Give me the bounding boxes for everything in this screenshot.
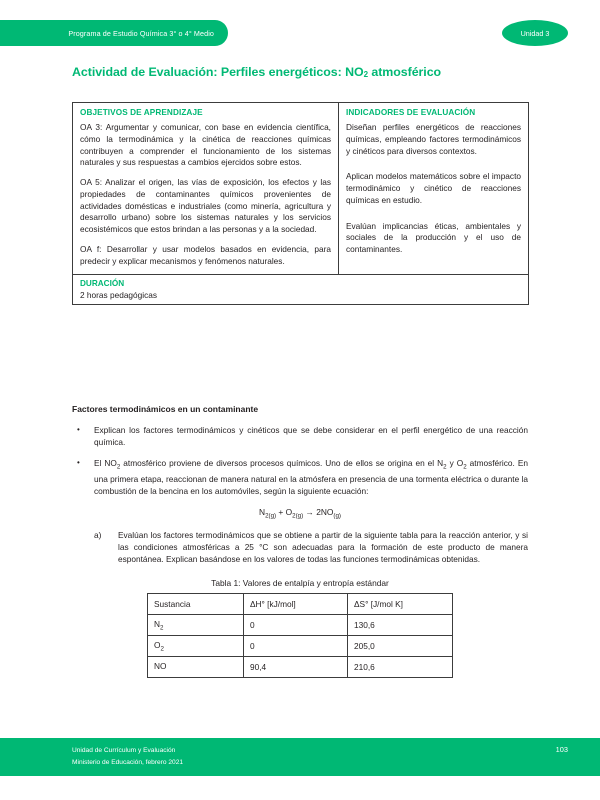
bullet-marker-icon: • bbox=[77, 458, 80, 468]
bullet2-sub2: 2 bbox=[443, 463, 447, 471]
duracion-header: DURACIÓN bbox=[80, 278, 125, 288]
bullet2-sub1: 2 bbox=[116, 463, 121, 471]
content-section bbox=[72, 404, 528, 678]
cell-enthalpy: 90,4 bbox=[244, 657, 348, 678]
indicador-item-1: Diseñan perfiles energéticos de reacciones químicas, empleando factores termodinámicos y cinéticos para diversos contextos. bbox=[346, 122, 521, 156]
cell-sustancia-symbol: O bbox=[154, 640, 161, 651]
bullet-text-2 bbox=[94, 457, 528, 497]
cell-sustancia-subscript: 2 bbox=[160, 624, 164, 632]
table-header-row bbox=[148, 594, 453, 615]
page-footer bbox=[0, 738, 600, 776]
cell-entropy: 130,6 bbox=[348, 615, 453, 636]
equation-product-state: (g) bbox=[333, 512, 341, 520]
bullet2-seg3: y O bbox=[446, 458, 464, 469]
bullet2-seg2: atmosférico proviene de diversos procesos químicos. Uno de ellos se origina en el N bbox=[120, 458, 444, 469]
equation-arrow-icon: → bbox=[303, 506, 317, 517]
cell-sustancia-subscript: 2 bbox=[160, 645, 164, 653]
objetivo-item-3: OA f: Desarrollar y usar modelos basados en evidencia, para predecir y explicar mecanismos y fenómenos naturales. bbox=[80, 244, 331, 266]
equation-product: 2NO bbox=[316, 506, 334, 517]
unit-badge bbox=[502, 20, 568, 46]
enthalpy-entropy-table bbox=[147, 593, 453, 678]
equation-reactant-1: N bbox=[259, 506, 266, 517]
list-item bbox=[72, 424, 528, 448]
item-a-marker: a) bbox=[94, 530, 102, 541]
bullet-marker-icon: • bbox=[77, 425, 80, 434]
chemical-equation bbox=[72, 507, 528, 520]
table-row-duracion bbox=[73, 274, 529, 304]
bullet2-seg4: atmosférico. En una primera etapa, reaccionan de manera natural en la atmósfera en presencia de una tormenta eléctrica o durante la combustión de la bencina en los automóviles, según la siguiente ecuación: bbox=[94, 458, 528, 496]
objectives-indicators-table bbox=[72, 102, 529, 305]
section-heading: Factores termodinámicos en un contaminante bbox=[72, 404, 259, 414]
item-a-text: Evalúan los factores termodinámicos que se obtiene a partir de la siguiente tabla para la reacción anterior, y si las condiciones atmosféricas a 25 °C son adecuadas para la formación de este producto de manera espontánea. Explican basándose en los valores de todas las funciones termodinámicas obtenidas. bbox=[118, 530, 528, 565]
indicadores-cell bbox=[339, 103, 529, 275]
objetivos-body bbox=[73, 122, 338, 274]
indicador-item-3: Evalúan implicancias éticas, ambientales y sociales de la producción y el uso de contaminantes. bbox=[346, 220, 521, 255]
program-header-label: Programa de Estudio Química 3° o 4° Medio bbox=[68, 28, 214, 38]
table-row bbox=[148, 615, 453, 636]
bullet-text-1: Explican los factores termodinámicos y cinéticos que se debe considerar en el perfil energético de una reacción química. bbox=[94, 425, 528, 448]
cell-enthalpy: 0 bbox=[244, 615, 348, 636]
table-row bbox=[148, 657, 453, 678]
equation-plus: + bbox=[276, 506, 286, 517]
table-row-headers bbox=[73, 103, 529, 275]
bullet2-seg1: El NO bbox=[94, 458, 117, 469]
column-header-entropy: ΔS° [J/mol K] bbox=[348, 594, 453, 615]
indicadores-header: INDICADORES DE EVALUACIÓN bbox=[346, 108, 476, 117]
unit-badge-label: Unidad 3 bbox=[520, 28, 550, 38]
footer-line-2: Ministerio de Educación, febrero 2021 bbox=[72, 759, 184, 766]
activity-title-main: Actividad de Evaluación: Perfiles energéticos: NO bbox=[72, 65, 364, 79]
cell-sustancia-symbol: N bbox=[154, 619, 160, 630]
cell-entropy: 205,0 bbox=[348, 636, 453, 657]
indicadores-body bbox=[339, 122, 528, 262]
cell-sustancia bbox=[148, 657, 244, 678]
cell-entropy: 210,6 bbox=[348, 657, 453, 678]
activity-title-subscript: 2 bbox=[363, 70, 368, 79]
bullet2-sub3: 2 bbox=[463, 463, 467, 471]
list-item-a bbox=[72, 529, 528, 565]
duracion-value: 2 horas pedagógicas bbox=[80, 289, 158, 300]
equation-reactant-2-state: 2(g) bbox=[292, 512, 304, 520]
duracion-cell bbox=[73, 274, 529, 304]
program-header-band bbox=[0, 20, 228, 46]
equation-reactant-1-state: 2(g) bbox=[265, 512, 277, 520]
objetivo-item-1: OA 3: Argumentar y comunicar, con base en evidencia científica, cómo la termodinámica y la cinética de reacciones químicas contribuyen a comprender el funcionamiento de los sistemas naturales y sus respuestas a cambios ejercidos sobre estos. bbox=[80, 122, 331, 168]
footer-organization bbox=[72, 745, 556, 768]
cell-sustancia bbox=[148, 636, 244, 657]
indicador-item-2: Aplican modelos matemáticos sobre el impacto termodinámico y cinético de reacciones químicas en estudio. bbox=[346, 171, 521, 205]
objetivos-cell bbox=[73, 103, 339, 275]
column-header-sustancia: Sustancia bbox=[148, 594, 244, 615]
page-number: 103 bbox=[555, 745, 568, 754]
footer-line-1: Unidad de Currículum y Evaluación bbox=[72, 747, 176, 755]
cell-enthalpy: 0 bbox=[244, 636, 348, 657]
cell-sustancia-symbol: NO bbox=[154, 661, 167, 672]
cell-sustancia bbox=[148, 615, 244, 636]
column-header-enthalpy: ΔH° [kJ/mol] bbox=[244, 594, 348, 615]
objetivos-header: OBJETIVOS DE APRENDIZAJE bbox=[80, 108, 203, 117]
table-row bbox=[148, 636, 453, 657]
activity-title-tail: atmosférico bbox=[367, 65, 442, 79]
equation-reactant-2: O bbox=[285, 506, 293, 517]
objetivo-item-2: OA 5: Analizar el origen, las vías de exposición, los efectos y las propiedades de contaminantes químicos provenientes de actividades domésticas e industriales (como minería, agricultura y desarrollo urbano) sobre los sistemas naturales y los servicios ecosistémicos que estos brindan a las personas y a la sociedad. bbox=[80, 177, 331, 235]
activity-title bbox=[72, 65, 542, 79]
list-item bbox=[72, 457, 528, 497]
data-table-caption: Tabla 1: Valores de entalpía y entropía estándar bbox=[211, 578, 389, 589]
